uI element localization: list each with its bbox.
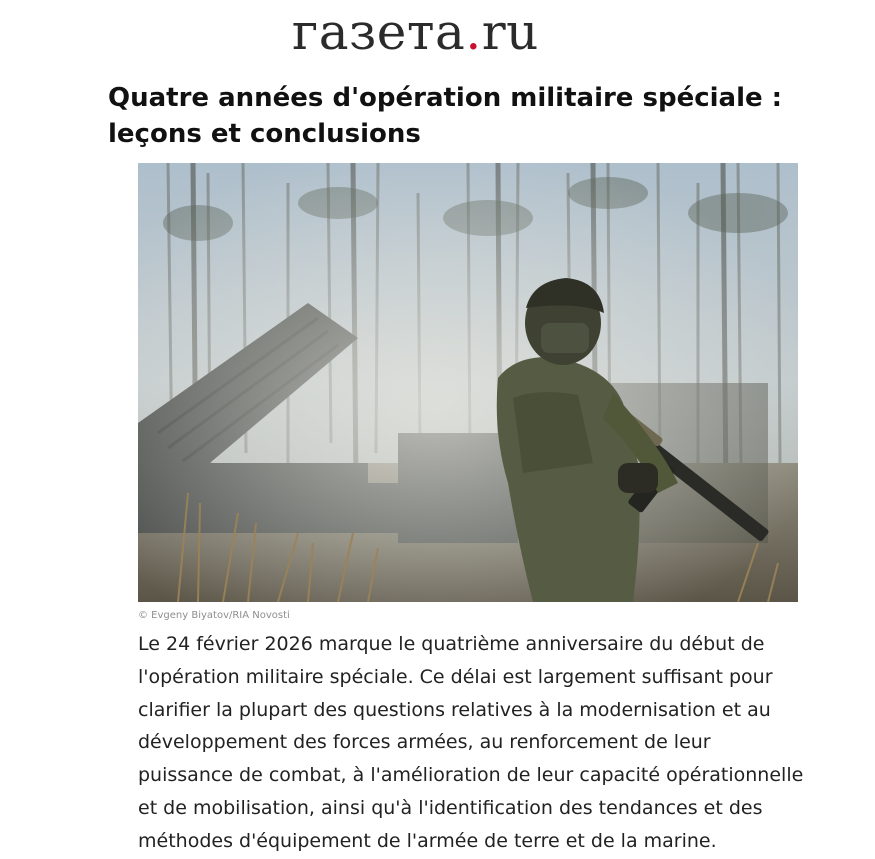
site-logo[interactable]: [292, 2, 592, 62]
logo-text: газета: [292, 3, 466, 61]
photo-illustration: [138, 163, 798, 602]
logo-dot: .: [465, 3, 482, 61]
article-lead: Le 24 février 2026 marque le quatrième anniversaire du début de l'opération militaire spéciale. Ce délai est largement suffisant pour clarifier la plupart des questions relatives à la modernisation et au développement des forces armées, au renforcement de leur puissance de combat, à l'amélioration de leur capacité opérationnelle et de mobilisation, ainsi qu'à l'identification des tendances et des méthodes d'équipement de l'armée de terre et de la marine.: [138, 633, 804, 852]
article-photo[interactable]: [138, 163, 798, 602]
photo-credit: © Evgeny Biyatov/RIA Novosti: [138, 610, 290, 621]
article-headline: Quatre années d'opération militaire spéciale : leçons et conclusions: [108, 83, 783, 149]
logo-tld: ru: [481, 3, 539, 61]
